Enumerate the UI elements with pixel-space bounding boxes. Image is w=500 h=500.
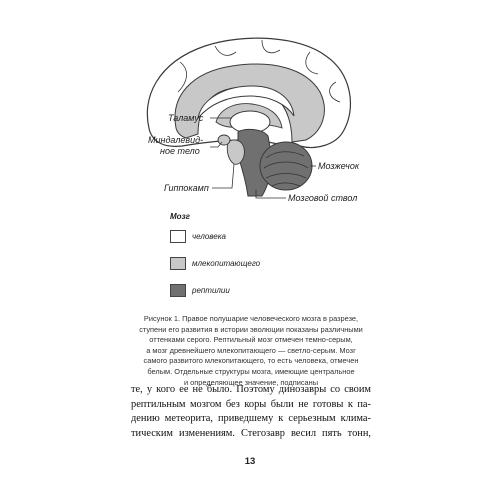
- legend-item: [170, 228, 370, 244]
- legend-swatch-human: [170, 230, 186, 243]
- label-cerebellum: Мозжечок: [318, 161, 360, 171]
- label-brainstem: Мозговой ствол: [288, 193, 358, 203]
- label-thalamus: Таламус: [168, 113, 204, 123]
- caption-line: ступени его развития в истории эволюции показаны различными: [139, 324, 363, 334]
- legend-label: млекопитающего: [192, 258, 261, 268]
- caption-line: а мозг древнейшего млекопитающего — светло-серым. Мозг: [146, 345, 356, 355]
- body-paragraph: [131, 383, 371, 441]
- legend-label: рептилии: [192, 285, 230, 295]
- legend-swatch-mammal: [170, 257, 186, 270]
- hippocampus-shape: [227, 140, 244, 164]
- legend-label: человека: [192, 231, 226, 241]
- legend-swatch-reptile: [170, 284, 186, 297]
- body-line: те, у кого ее не было. Поэтому динозавры со своим: [131, 384, 371, 395]
- legend-item: [170, 282, 370, 298]
- page-number: 13: [244, 456, 256, 467]
- body-line: дению метеорита, приведшему к серьезным клима-: [131, 413, 371, 424]
- figure-caption: [131, 314, 371, 388]
- caption-line: белым. Отдельные структуры мозга, имеющие центральное: [147, 366, 355, 376]
- caption-line: и определяющее значение, подписаны: [183, 377, 319, 387]
- caption-line: оттенками серого. Рептильный мозг отмечен темно-серым,: [149, 335, 353, 345]
- body-line: рептильным мозгом без коры были не готовы к па-: [131, 398, 371, 410]
- label-amygdala-1: Миндалевид-: [148, 135, 204, 145]
- label-amygdala-2: ное тело: [160, 146, 200, 156]
- caption-line: самого развитого млекопитающего, то есть человека, отмечен: [143, 356, 359, 366]
- label-hippocampus: Гиппокамп: [164, 183, 209, 193]
- body-line: тическим изменениям. Стегозавр весил пять тонн,: [131, 427, 371, 439]
- brain-figure: [0, 0, 500, 220]
- legend-title: Мозг: [170, 212, 190, 221]
- legend-item: [170, 255, 370, 271]
- legend: [170, 212, 370, 309]
- brain-diagram: [0, 0, 500, 220]
- amygdala-shape: [218, 135, 230, 145]
- leader-hippocampus: [212, 164, 234, 188]
- caption-line: Рисунок 1. Правое полушарие человеческого мозга в разрезе,: [143, 314, 359, 323]
